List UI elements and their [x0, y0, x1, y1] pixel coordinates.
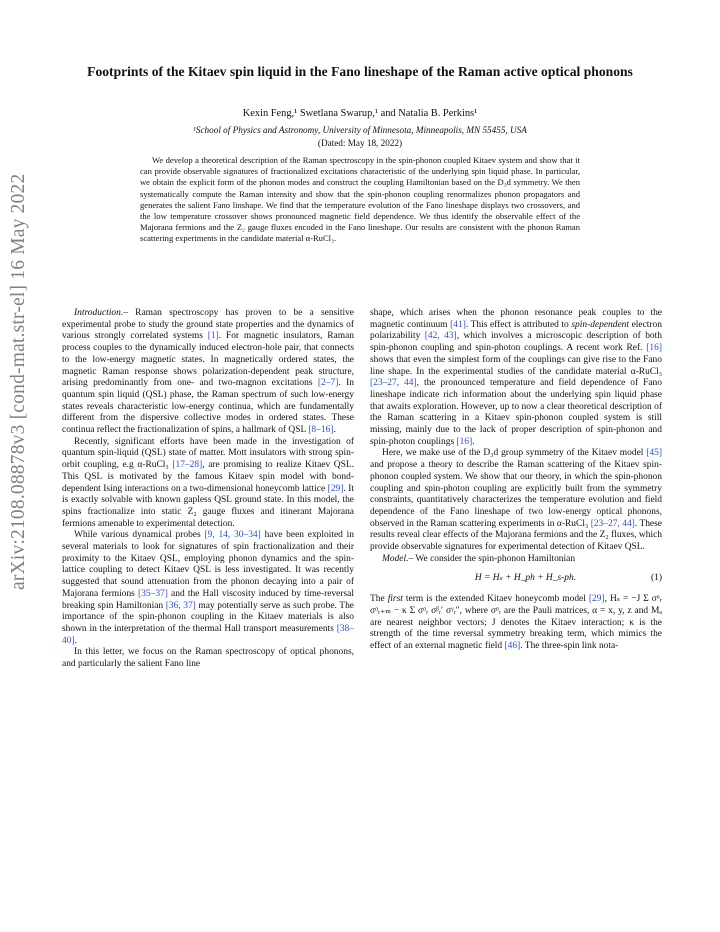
citation-link[interactable]: [2–7] [317, 378, 339, 389]
paper-title: Footprints of the Kitaev spin liquid in the Fano lineshape of the Raman active optical phonons [87, 64, 633, 79]
text-run: and propose a theory to describe the Raman scattering of the Kitaev spin-phonon coupled system. We show that our theory, in which the spin-phonon coupling and spin-photon coupling are explicitly built from the symmetry constraints, quantitatively characterizes the temperature evolution and field dependence of the Fano lineshape of two low-energy optical phonons, observed in the Raman scattering experiments in α-RuCl₃ [370, 460, 662, 529]
text-run: . For magnetic insulators, Raman process couples to the dynamically induced electron-hole pair, that connects to the low-energy magnetic states. In magnetically ordered states, the magnetic Raman response shows polarization-dependent peak structure, arising predominantly from one- and two-magnon excitations [62, 331, 354, 389]
text-run: We consider the spin-phonon Hamiltonian [413, 553, 576, 564]
text-run: shape, which arises when the phonon resonance peak couples to the magnetic continuum [370, 308, 662, 330]
citation-link[interactable]: [36, 37] [165, 600, 196, 611]
emphasis: first [387, 594, 403, 605]
equation-expression: H = Hₛ + H_ph + H_s-ph. [474, 573, 577, 584]
text-run: , the pronounced temperature and field dependence of Fano lineshape indicate rich information about the underlying spin liquid phase that awaits exploration. However, up to now a clear theoretical description of the Raman scattering in a Kitaev spin-phonon coupled system is still missing, mainly due to the lack of proper description of spin-phonon and spin-photon couplings [370, 378, 662, 447]
text-run: . In quantum spin liquid (QSL) phase, the Raman spectrum of such low-energy states reveals characteristic low-energy continua, which are fundamentally different from the dispersive collective modes in ordered states. These continua reflect the fractionalization of spins, a hallmark of QSL [62, 378, 354, 436]
right-column [370, 308, 662, 653]
paragraph-introduction [62, 308, 354, 437]
text-run: . The three-spin link nota- [520, 640, 619, 651]
text-run: , are promising to realize Kitaev QSL. This QSL is motivated by the famous Kitaev spin model with bond-dependent Ising interactions on a two-dimensional honeycomb lattice [62, 460, 354, 494]
citation-link[interactable]: [46] [504, 640, 521, 651]
paragraph-this-letter: In this letter, we focus on the Raman spectroscopy of optical phonons, and particularly the salient Fano line [62, 647, 354, 670]
citation-link[interactable]: [29] [588, 594, 605, 605]
citation-link[interactable]: [23–27, 44] [590, 518, 635, 529]
text-run: term is the extended Kitaev honeycomb model [402, 594, 589, 605]
citation-link[interactable]: [23–27, 44] [370, 378, 417, 389]
citation-link[interactable]: [16] [646, 343, 662, 354]
citation-link[interactable]: [16] [456, 436, 473, 447]
paragraph-model [370, 554, 662, 566]
citation-link[interactable]: [42, 43] [424, 331, 457, 342]
abstract [140, 155, 580, 245]
citation-link[interactable]: [8–16] [308, 425, 334, 436]
citation-link[interactable]: [38–40] [62, 623, 354, 646]
paragraph-recent-efforts [62, 437, 354, 531]
section-lead-model: Model.– [382, 553, 414, 564]
paragraph-dynamical-probes [62, 530, 354, 647]
equation-number: (1) [650, 573, 662, 584]
arxiv-stamp: arXiv:2108.08878v3 [cond-mat.str-el] 16 May 2022 [8, 173, 29, 590]
citation-link[interactable]: [9, 14, 30–34] [204, 530, 261, 541]
abstract-text: We develop a theoretical description of the Raman spectroscopy in the spin-phonon coupled Kitaev system and show that it can provide observable signatures of fractionalized excitations characteristic of the underlying spin liquid phase. In particular, we obtain the explicit form of the phonon modes and construct the coupling Hamiltonian based on the D₃d symmetry. We then systematically compute the Raman intensity and show that the spin-phonon coupling renormalizes phonon propagators and generates the salient Fano linshape. We find that the temperature evolution of the Fano lineshape displays two crossovers, and the low temperature crossover shows pronounced magnetic field dependence. We thus identify the observable effect of the Majorana fermions and the Z₂ gauge fluxes encoded in the Fano lineshape. Our results are consistent with the phonon Raman scattering experiments in the candidate material α-RuCl₃. [140, 155, 580, 244]
paragraph-here-we [370, 448, 662, 553]
equation-1 [370, 573, 662, 585]
citation-link[interactable]: [41] [450, 319, 466, 330]
text-run: . This effect is attributed to [465, 319, 572, 330]
text-run: , which involves a microscopic description of both spin-phonon coupling and spin-photon couplings. A recent work Ref. [370, 331, 662, 354]
text-run: . [74, 635, 77, 646]
author-list: Kexin Feng,¹ Swetlana Swarup,¹ and Natalia B. Perkins¹ [242, 108, 478, 119]
text-run: . [472, 436, 475, 447]
text-run: may potentially serve as such probe. The importance of the spin-phonon coupling in the Kitaev materials is also shown in the interpretation of the thermal Hall transport measurements [62, 600, 354, 634]
citation-link[interactable]: [35–37] [138, 588, 168, 599]
citation-link[interactable]: [45] [646, 448, 662, 459]
left-column [62, 308, 354, 671]
text-run: electron polarizability [370, 319, 662, 342]
text-run: . [333, 425, 336, 436]
paragraph-fano-shape [370, 308, 662, 448]
text-run: The [370, 594, 388, 605]
emphasis: spin-dependent [571, 319, 630, 330]
affiliation: ¹School of Physics and Astronomy, University of Minnesota, Minneapolis, MN 55455, USA [193, 125, 527, 135]
text-run: . These results reveal clear effects of the Majorana fermions and the Z₂ fluxes, which provide observable signatures for experimental detection of Kitaev QSL. [370, 518, 662, 553]
text-run: have been exploited in several materials to look for signatures of spin fractionalization and their proximity to the Kitaev QSL, employing phonon dynamics and the spin-lattice coupling to detect Kitaev QSL is less investigated. It was recently suggested that sound attenuation from the phonon decaying into a pair of Majorana fermions [62, 530, 355, 599]
date-line: (Dated: May 18, 2022) [317, 138, 403, 148]
text-run: Here, we make use of the D₃d group symmetry of the Kitaev model [382, 448, 647, 459]
text-run: Raman spectroscopy has proven to be a sensitive experimental probe to study the ground state properties and the dynamics of various strongly correlated systems [62, 308, 354, 342]
text-run: , Hₛ = −J Σ σᵅᵣ σᵅᵣ₊ₘ − κ Σ σᵅᵣ σᵝᵣ′ σᵞᵣ″, where σᵅᵣ are the Pauli matrices, α = x, y, z and Mₐ are nearest neighbor vectors; J denotes the Kitaev interaction; κ is the strength of the time reversal symmetry breaking term, which mimics the effect of an external magnetic field [370, 594, 662, 651]
citation-link[interactable]: [29] [327, 483, 344, 494]
citation-link[interactable]: [17–28] [172, 460, 203, 471]
paragraph-first-term [370, 594, 662, 653]
text-run: While various dynamical probes [74, 530, 205, 541]
text-run: shows that even the simplest form of the couplings can give rise to the Fano line shape. In the experimental studies of the candidate material α-RuCl₃ [370, 354, 662, 377]
text-run: Recently, significant efforts have been made in the investigation of quantum spin-liquid (QSL) state of matter. Mott insulators with strong spin-orbit coupling, e.g α-RuCl₃ [62, 436, 354, 471]
text-run: . It is exactly solvable with known gapless QSL ground state. In this model, the spins fractionalize into static Z₂ gauge fluxes and itinerant Majorana fermions amenable to experimental detection. [62, 483, 355, 529]
section-lead-introduction: Introduction.– [74, 308, 128, 318]
text-run: and the Hall viscosity induced by time-reversal breaking spin Hamiltonian [62, 588, 354, 611]
citation-link[interactable]: [1] [207, 331, 219, 342]
